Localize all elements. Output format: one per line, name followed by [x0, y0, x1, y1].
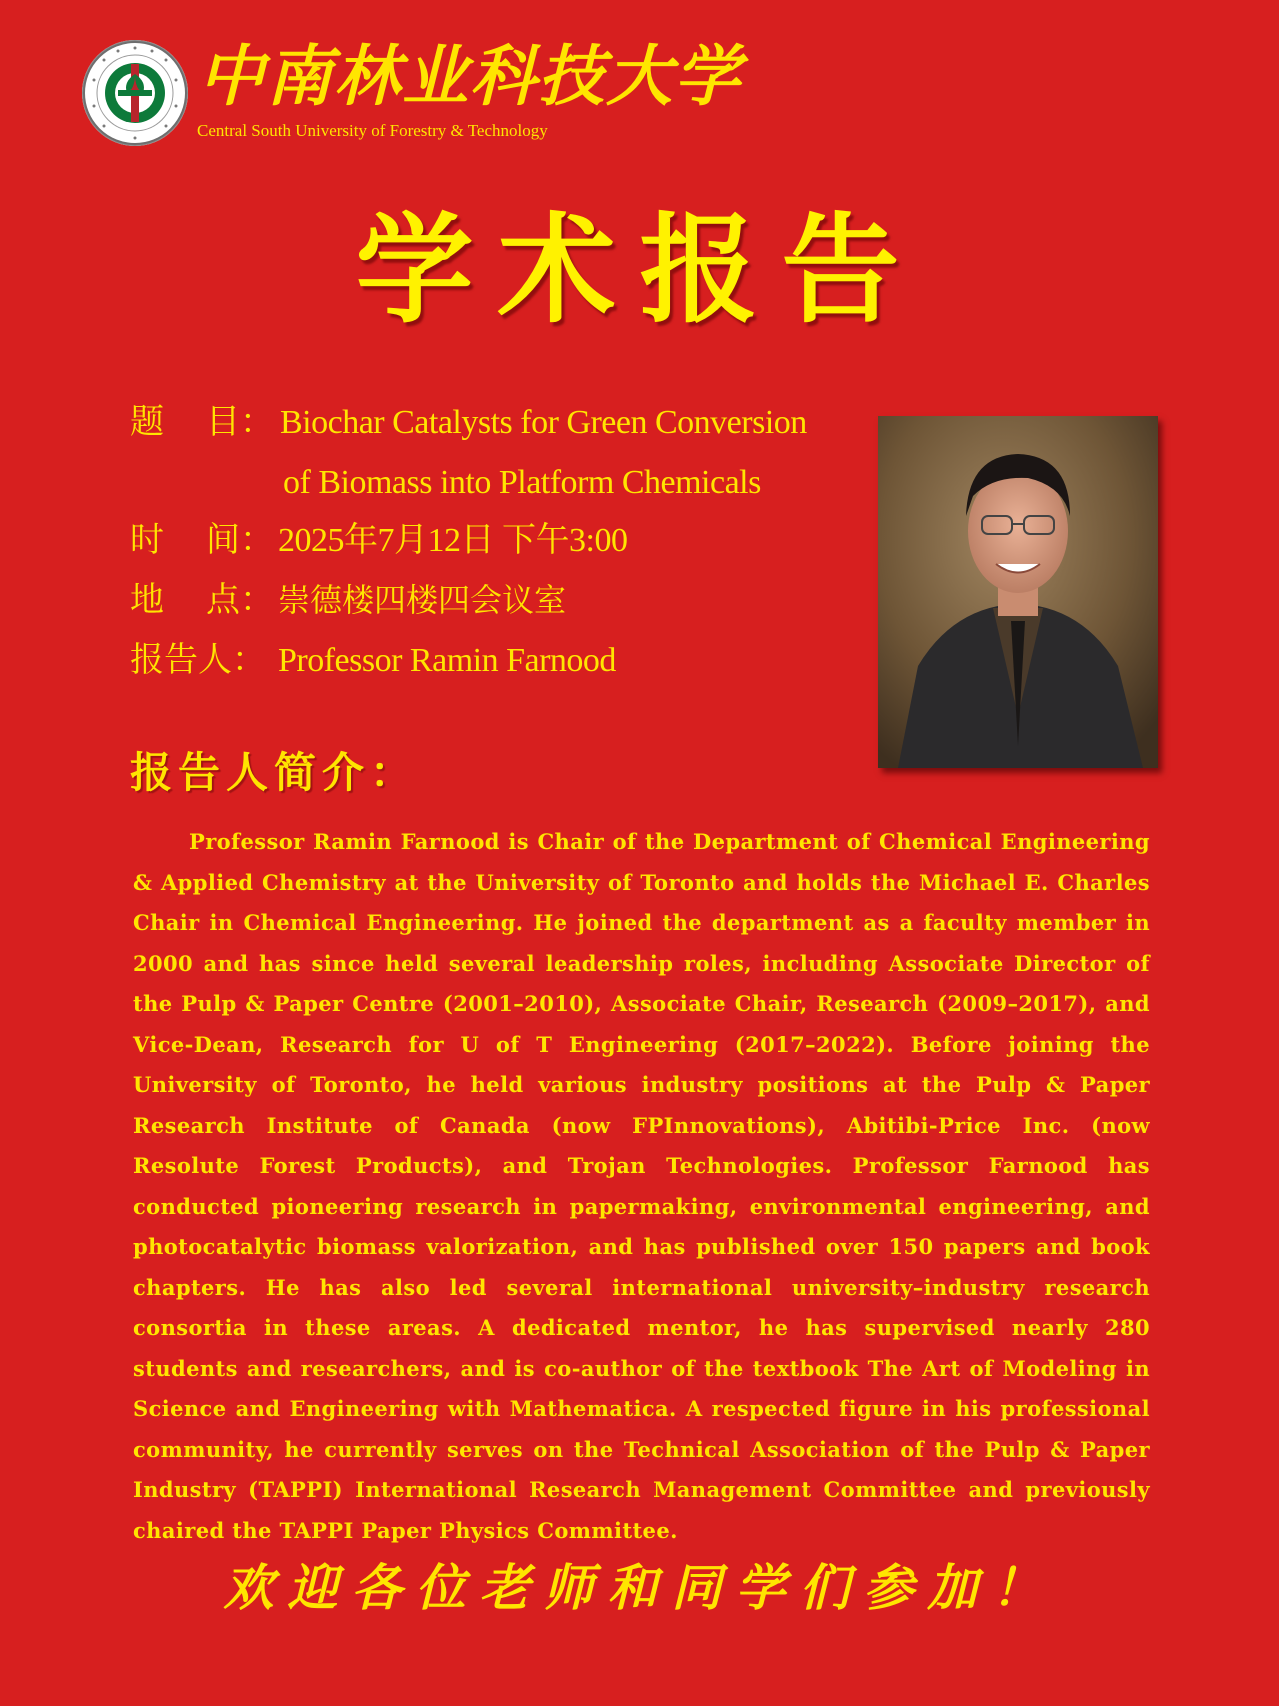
- university-name-cn: 中南林业科技大学: [198, 37, 742, 115]
- place-label: 地 点：: [130, 580, 274, 620]
- time-value: 2025年7月12日 下午3:00: [278, 522, 628, 559]
- topic-line-2: of Biomass into Platform Chemicals: [283, 464, 761, 501]
- time-label: 时 间：: [130, 520, 274, 560]
- seal-graphic: [82, 40, 188, 146]
- speaker-value: Professor Ramin Farnood: [278, 642, 616, 679]
- topic-line-1: Biochar Catalysts for Green Conversion: [280, 404, 807, 441]
- topic-label: 题 目：: [130, 402, 274, 442]
- speaker-portrait: [878, 416, 1158, 768]
- page-title: 学术报告: [355, 201, 924, 339]
- bio-text: Professor Ramin Farnood is Chair of the Department of Chemical Engineering & Applied Chemistry at the University of Toronto and holds the Michael E. Charles Chair in Chemical Engineering. He joined the department as a faculty member in 2000 and has since held several leadership roles, including Associate Director of the Pulp & Paper Centre (2001–2010), Associate Chair, Research (2009–2017), and Vice-Dean, Research for U of T Engineering (2017–2022). Before joining the University of Toronto, he held various industry positions at the Pulp & Paper Research Institute of Canada (now FPInnovations), Abitibi-Price Inc. (now Resolute Forest Products), and Trojan Technologies. Professor Farnood has conducted pioneering research in papermaking, environmental engineering, and photocatalytic biomass valorization, and has published over 150 papers and book chapters. He has also led several international university–industry research consortia in these areas. A dedicated mentor, he has supervised nearly 280 students and researchers, and is co-author of the textbook The Art of Modeling in Science and Engineering with Mathematica. A respected figure in his professional community, he currently serves on the Technical Association of the Pulp & Paper Industry (TAPPI) International Research Management Committee and previously chaired the TAPPI Paper Physics Committee.: [133, 829, 1150, 1543]
- speaker-photo: [878, 416, 1158, 768]
- time-row: [130, 518, 627, 563]
- topic-row-2: [283, 460, 761, 505]
- speaker-row: [130, 638, 616, 683]
- university-seal-icon: [82, 40, 188, 146]
- place-value: 崇德楼四楼四会议室: [278, 581, 567, 619]
- place-row: [130, 578, 566, 622]
- university-name-en: Central South University of Forestry & Technology: [197, 121, 548, 140]
- topic-row: [130, 400, 807, 445]
- welcome-message: 欢迎各位老师和同学们参加！: [223, 1558, 1056, 1617]
- speaker-label: 报告人：: [130, 640, 266, 680]
- bio-heading: 报告人简介：: [130, 748, 419, 797]
